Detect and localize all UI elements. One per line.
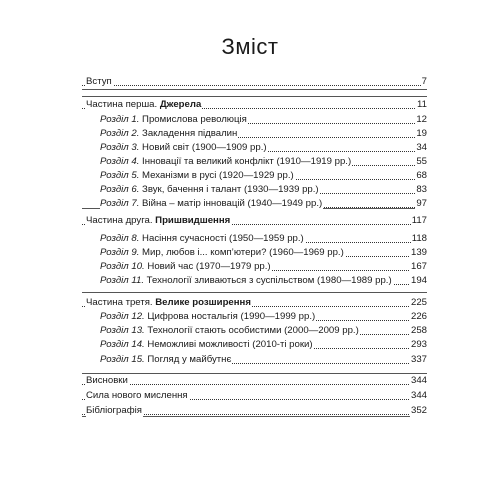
toc-entry-conclusions[interactable] bbox=[82, 374, 427, 387]
toc-entry-bibliography[interactable] bbox=[82, 404, 427, 417]
toc-page-number: 344 bbox=[410, 375, 427, 386]
toc-chapter-label: Розділ 12. Цифрова ностальгія (1990—1999 рр.) bbox=[100, 311, 316, 322]
toc-part-label: Частина друга. Пришвидшення bbox=[86, 215, 231, 226]
toc-chapter-label: Розділ 10. Новий час (1970—1979 рр.) bbox=[100, 261, 271, 272]
toc-page-number: 34 bbox=[416, 142, 427, 153]
toc-chapter-5[interactable] bbox=[100, 169, 427, 182]
toc-page-number: 167 bbox=[410, 261, 427, 272]
toc-chapter-14[interactable] bbox=[100, 338, 427, 351]
toc-chapter-8[interactable] bbox=[100, 232, 427, 245]
toc-chapter-label: Розділ 7. Війна – матір інновацій (1940—1949 рр.) bbox=[100, 198, 323, 209]
toc-chapter-label: Розділ 15. Погляд у майбутнє bbox=[100, 354, 232, 365]
toc-chapter-label: Розділ 9. Мир, любов і... комп’ютери? (1960—1969 рр.) bbox=[100, 247, 344, 258]
toc-page-number: 139 bbox=[410, 247, 427, 258]
toc-page-number: 11 bbox=[417, 99, 427, 110]
toc-chapter-label: Розділ 11. Технології зливаються з суспільством (1980—1989 рр.) bbox=[100, 275, 392, 286]
page-title: Зміст bbox=[221, 34, 279, 59]
toc-chapter-label: Розділ 14. Неможливі можливості (2010-ті роки) bbox=[100, 339, 313, 350]
toc-chapter-9[interactable] bbox=[100, 246, 427, 259]
toc-page-number: 258 bbox=[410, 325, 427, 336]
toc-chapter-15[interactable] bbox=[100, 353, 427, 366]
toc-page-number: 7 bbox=[421, 76, 427, 87]
toc-page-number: 225 bbox=[410, 297, 427, 308]
toc-chapter-4[interactable] bbox=[100, 155, 427, 168]
toc-part-label: Частина перша. Джерела bbox=[86, 99, 202, 110]
toc-chapter-label: Розділ 8. Насіння сучасності (1950—1959 рр.) bbox=[100, 233, 304, 244]
toc-chapter-label: Розділ 2. Закладення підвалин bbox=[100, 128, 238, 139]
toc-chapter-label: Розділ 5. Механізми в русі (1920—1929 рр.) bbox=[100, 170, 294, 181]
toc-page-number: 19 bbox=[416, 128, 427, 139]
toc-chapter-7[interactable] bbox=[100, 197, 427, 210]
toc-chapter-13[interactable] bbox=[100, 324, 427, 337]
toc-page-number: 226 bbox=[410, 311, 427, 322]
toc-page-number: 117 bbox=[411, 215, 427, 226]
toc-page-number: 337 bbox=[410, 354, 427, 365]
toc-entry-label: Бібліографія bbox=[86, 405, 142, 416]
toc-part-1[interactable] bbox=[82, 98, 427, 111]
toc-chapter-label: Розділ 13. Технології стають особистими (2000—2009 рр.) bbox=[100, 325, 359, 336]
table-of-contents bbox=[82, 0, 427, 500]
toc-entry-vstup[interactable] bbox=[82, 75, 427, 88]
toc-part-3[interactable] bbox=[82, 296, 427, 309]
toc-chapter-label: Розділ 4. Інновації та великий конфлікт (1910—1919 рр.) bbox=[100, 156, 352, 167]
toc-chapter-label: Розділ 3. Новий світ (1900—1909 рр.) bbox=[100, 142, 267, 153]
toc-part-label: Частина третя. Велике розширення bbox=[86, 297, 251, 308]
toc-page-number: 118 bbox=[411, 233, 427, 244]
toc-page-number: 352 bbox=[410, 405, 427, 416]
toc-chapter-label: Розділ 6. Звук, бачення і талант (1930—1939 рр.) bbox=[100, 184, 319, 195]
toc-page-number: 97 bbox=[416, 198, 427, 209]
toc-page-number: 83 bbox=[416, 184, 427, 195]
toc-entry-label: Вступ bbox=[86, 76, 112, 87]
toc-chapter-1[interactable] bbox=[100, 113, 427, 126]
toc-chapter-label: Розділ 1. Промислова революція bbox=[100, 114, 247, 125]
toc-part-2[interactable] bbox=[82, 214, 427, 227]
toc-chapter-12[interactable] bbox=[100, 310, 427, 323]
toc-entry-new-thinking[interactable] bbox=[82, 389, 427, 402]
toc-page-number: 12 bbox=[416, 114, 427, 125]
toc-page-number: 194 bbox=[410, 275, 427, 286]
toc-chapter-3[interactable] bbox=[100, 141, 427, 154]
toc-entry-label: Сила нового мислення bbox=[86, 390, 188, 401]
toc-entry-label: Висновки bbox=[86, 375, 128, 386]
toc-chapter-2[interactable] bbox=[100, 127, 427, 140]
toc-page-number: 68 bbox=[416, 170, 427, 181]
toc-page-number: 293 bbox=[410, 339, 427, 350]
toc-chapter-11[interactable] bbox=[100, 274, 427, 287]
toc-page-number: 55 bbox=[416, 156, 427, 167]
toc-page-number: 344 bbox=[410, 390, 427, 401]
toc-chapter-6[interactable] bbox=[100, 183, 427, 196]
toc-chapter-10[interactable] bbox=[100, 260, 427, 273]
